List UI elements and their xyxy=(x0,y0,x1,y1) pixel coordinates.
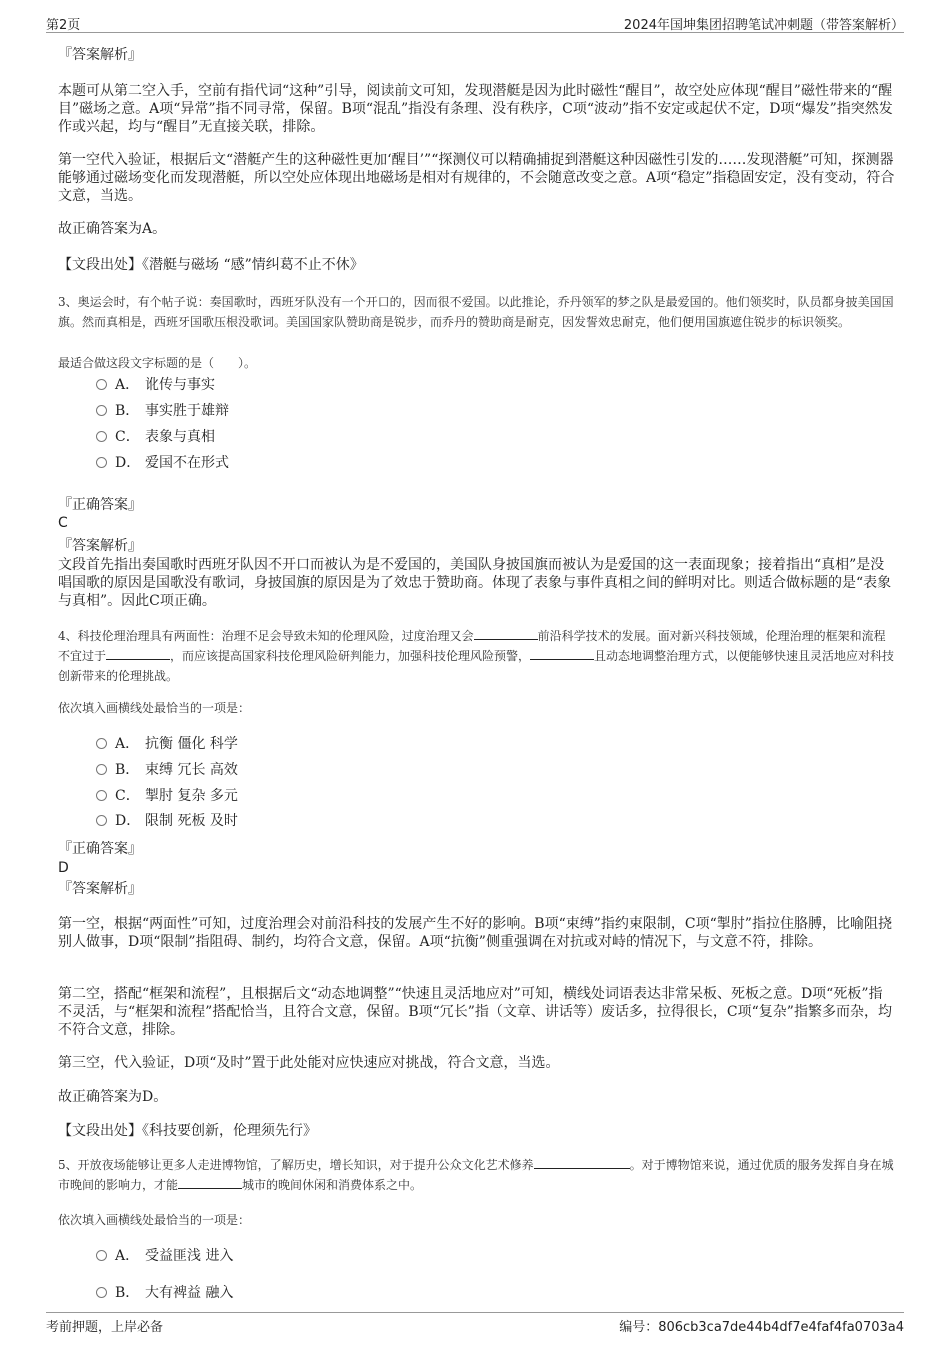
conclusion: 故正确答案为A。 xyxy=(58,221,167,237)
analysis-paragraph: 文段首先指出奏国歌时西班牙队因不开口而被认为是不爱国的，美国队身披国旗而被认为是爱国的这一表面现象；接着指出“真相”是没唱国歌的原因是国歌没有歌词，身披国旗的原因是为了效忠于赞助商。体现了表象与事件真相之间的鲜明对比。则适合做标题的是“表象与真相”。因此C项正确。 xyxy=(58,557,892,609)
source: 【文段出处】《潜艇与磁场 “感”情纠葛不止不休》 xyxy=(58,257,364,273)
question-3-prompt: 最适合做这段文字标题的是（ ）。 xyxy=(58,356,257,370)
option-c[interactable]: C． 掣肘 复杂 多元 xyxy=(96,786,238,806)
radio-icon[interactable] xyxy=(96,1287,107,1298)
analysis-paragraph: 第一空代入验证，根据后文“潜艇产生的这种磁性更加‘醒目’”“探测仪可以精确捕捉到潜艇这种因磁性引发的……发现潜艇”可知，探测器能够通过磁场变化而发现潜艇，所以空处应体现出地磁场是相对有规律的，不会随意改变之意。A项“稳定”指稳固安定，没有变动，符合文意，当选。 xyxy=(58,152,895,204)
option-b[interactable]: B． 大有裨益 融入 xyxy=(96,1283,233,1303)
radio-icon[interactable] xyxy=(96,405,107,416)
radio-icon[interactable] xyxy=(96,1250,107,1261)
document-title: 2024年国坤集团招聘笔试冲刺题（带答案解析） xyxy=(623,18,904,33)
analysis-label: 『答案解析』 xyxy=(58,881,142,897)
blank-line xyxy=(530,647,594,660)
option-d[interactable]: D． 爱国不在形式 xyxy=(96,453,229,473)
question-4-prompt: 依次填入画横线处最恰当的一项是： xyxy=(58,701,251,715)
option-a[interactable]: A． 抗衡 僵化 科学 xyxy=(96,734,238,754)
answer-label: 『正确答案』 xyxy=(58,841,142,857)
page-number: 第2页 xyxy=(46,18,81,33)
question-5-prompt: 依次填入画横线处最恰当的一项是： xyxy=(58,1213,251,1227)
option-a[interactable]: A． 讹传与事实 xyxy=(96,375,215,395)
radio-icon[interactable] xyxy=(96,379,107,390)
analysis-label: 『答案解析』 xyxy=(58,47,142,63)
analysis-label: 『答案解析』 xyxy=(58,538,142,554)
analysis-paragraph: 第一空，根据“两面性”可知，过度治理会对前沿科技的发展产生不好的影响。B项“束缚”指约束限制，C项“掣肘”指拉住胳膊，比喻阻挠别人做事，D项“限制”指阻碍、制约，均符合文意，保留。A项“抗衡”侧重强调在对抗或对峙的情况下，与文意不符，排除。 xyxy=(58,916,892,950)
radio-icon[interactable] xyxy=(96,764,107,775)
answer-value: C xyxy=(58,515,68,531)
footer-slogan: 考前押题，上岸必备 xyxy=(46,1320,164,1335)
option-c[interactable]: C． 表象与真相 xyxy=(96,427,215,447)
radio-icon[interactable] xyxy=(96,815,107,826)
question-5-stem: 5、开放夜场能够让更多人走进博物馆，了解历史，增长知识，对于提升公众文化艺术修养 。对于博物馆来说，通过优质的服务发挥自身在城市晚间的影响力，才能 城市的晚间休闲和消费体系之中。 xyxy=(58,1158,894,1192)
option-d[interactable]: D． 限制 死板 及时 xyxy=(96,811,238,831)
blank-line xyxy=(534,1156,630,1169)
blank-line xyxy=(474,627,538,640)
page-footer xyxy=(46,1312,904,1335)
option-b[interactable]: B． 事实胜于雄辩 xyxy=(96,401,229,421)
radio-icon[interactable] xyxy=(96,431,107,442)
blank-line xyxy=(178,1176,242,1189)
option-a[interactable]: A． 受益匪浅 进入 xyxy=(96,1246,233,1266)
answer-label: 『正确答案』 xyxy=(58,497,142,513)
page-header xyxy=(46,12,904,33)
question-3-stem: 3、奥运会时，有个帖子说：奏国歌时，西班牙队没有一个开口的，因而很不爱国。以此推论，乔丹领军的梦之队是最爱国的。他们领奖时，队员都身披美国国旗。然而真相是，西班牙国歌压根没歌词。美国国家队赞助商是锐步，而乔丹的赞助商是耐克，因发誓效忠耐克，他们便用国旗遮住锐步的标识领奖。 xyxy=(58,295,894,329)
radio-icon[interactable] xyxy=(96,738,107,749)
radio-icon[interactable] xyxy=(96,457,107,468)
analysis-paragraph: 第三空，代入验证，D项“及时”置于此处能对应快速应对挑战，符合文意，当选。 xyxy=(58,1055,560,1071)
radio-icon[interactable] xyxy=(96,790,107,801)
blank-line xyxy=(106,647,170,660)
source: 【文段出处】《科技要创新，伦理须先行》 xyxy=(58,1123,317,1139)
option-b[interactable]: B． 束缚 冗长 高效 xyxy=(96,760,238,780)
analysis-paragraph: 第二空，搭配“框架和流程”，且根据后文“动态地调整”“快速且灵活地应对”可知，横线处词语表达非常呆板、死板之意。D项“死板”指不灵活，与“框架和流程”搭配恰当，且符合文意，保留。B项“冗长”指（文章、讲话等）废话多，拉得很长，C项“复杂”指繁多而杂，均不符合文意，排除。 xyxy=(58,986,892,1038)
answer-value: D xyxy=(58,860,69,876)
analysis-paragraph: 本题可从第二空入手，空前有指代词“这种”引导，阅读前文可知，发现潜艇是因为此时磁性“醒目”，故空处应体现“醒目”磁性带来的“醒目”磁场之意。A项“异常”指不同寻常，保留。B项“混乱”指没有条理、没有秩序，C项“波动”指不安定或起伏不定，D项“爆发”指突然发作或兴起，均与“醒目”无直接关联，排除。 xyxy=(58,83,893,135)
question-4-stem: 4、科技伦理治理具有两面性：治理不足会导致未知的伦理风险，过度治理又会 前沿科学技术的发展。面对新兴科技领域，伦理治理的框架和流程不宜过于 ，而应该提高国家科技伦理风险研判能力，加强科技伦理风险预警， 且动态地调整治理方式，以便能够快速且灵活地应对科技创新带来的伦理挑战。 xyxy=(58,629,895,683)
footer-doc-id: 编号：806cb3ca7de44b4df7e4faf4fa0703a4 xyxy=(619,1320,904,1335)
conclusion: 故正确答案为D。 xyxy=(58,1089,168,1105)
